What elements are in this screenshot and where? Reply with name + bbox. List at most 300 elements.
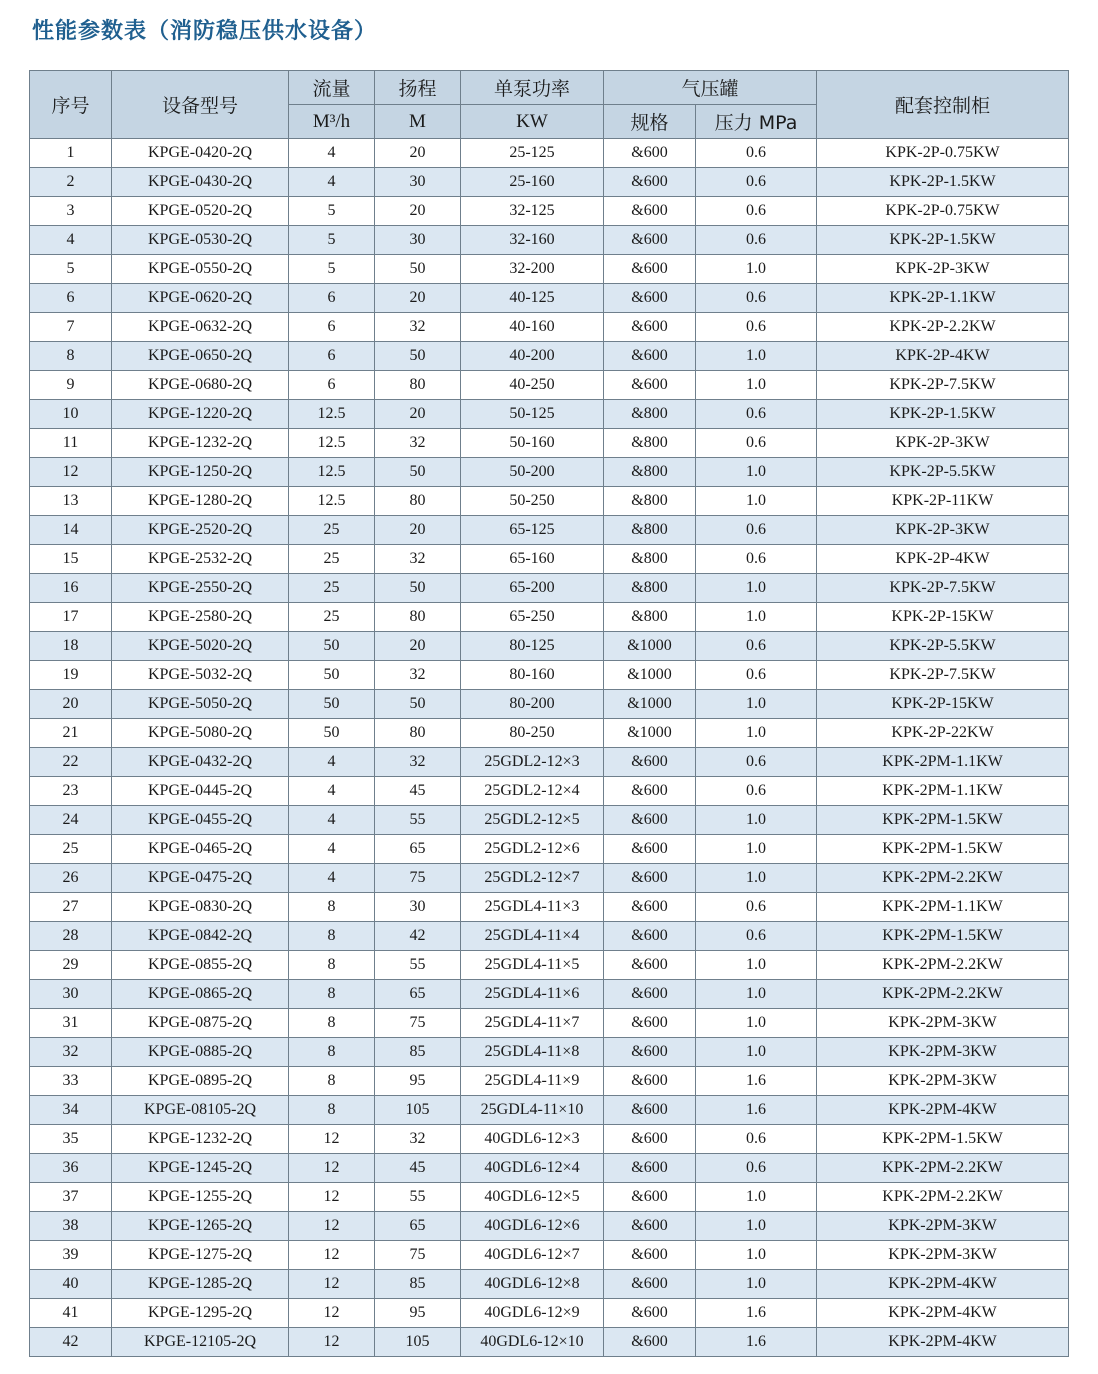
cell-model: KPGE-1255-2Q xyxy=(112,1183,289,1212)
cell-tank-spec: &800 xyxy=(604,574,696,603)
cell-tank-pressure: 0.6 xyxy=(696,516,817,545)
cell-tank-pressure: 0.6 xyxy=(696,139,817,168)
cell-cabinet: KPK-2PM-2.2KW xyxy=(817,951,1069,980)
cell-cabinet: KPK-2P-4KW xyxy=(817,545,1069,574)
cell-flow: 12.5 xyxy=(289,458,375,487)
cell-model: KPGE-0885-2Q xyxy=(112,1038,289,1067)
cell-cabinet: KPK-2PM-2.2KW xyxy=(817,1154,1069,1183)
cell-model: KPGE-1245-2Q xyxy=(112,1154,289,1183)
cell-tank-spec: &600 xyxy=(604,168,696,197)
cell-tank-spec: &600 xyxy=(604,1241,696,1270)
cell-head: 80 xyxy=(375,719,461,748)
cell-flow: 12.5 xyxy=(289,429,375,458)
cell-head: 30 xyxy=(375,168,461,197)
cell-model: KPGE-1275-2Q xyxy=(112,1241,289,1270)
cell-cabinet: KPK-2PM-4KW xyxy=(817,1299,1069,1328)
header-head: 扬程 xyxy=(375,71,461,105)
cell-tank-pressure: 1.0 xyxy=(696,835,817,864)
cell-seq: 9 xyxy=(30,371,112,400)
cell-head: 45 xyxy=(375,1154,461,1183)
cell-seq: 39 xyxy=(30,1241,112,1270)
cell-model: KPGE-1220-2Q xyxy=(112,400,289,429)
cell-seq: 8 xyxy=(30,342,112,371)
table-row xyxy=(30,284,1069,313)
cell-tank-spec: &1000 xyxy=(604,719,696,748)
cell-tank-pressure: 1.0 xyxy=(696,487,817,516)
cell-tank-pressure: 1.0 xyxy=(696,1038,817,1067)
cell-head: 45 xyxy=(375,777,461,806)
cell-model: KPGE-0855-2Q xyxy=(112,951,289,980)
table-row xyxy=(30,951,1069,980)
cell-head: 80 xyxy=(375,603,461,632)
cell-tank-pressure: 0.6 xyxy=(696,922,817,951)
cell-tank-pressure: 1.0 xyxy=(696,951,817,980)
cell-seq: 34 xyxy=(30,1096,112,1125)
cell-cabinet: KPK-2P-5.5KW xyxy=(817,632,1069,661)
cell-tank-pressure: 0.6 xyxy=(696,168,817,197)
cell-power: 40GDL6-12×4 xyxy=(461,1154,604,1183)
cell-power: 40-200 xyxy=(461,342,604,371)
cell-power: 25GDL2-12×5 xyxy=(461,806,604,835)
cell-tank-spec: &600 xyxy=(604,1154,696,1183)
cell-power: 80-160 xyxy=(461,661,604,690)
cell-model: KPGE-0865-2Q xyxy=(112,980,289,1009)
cell-tank-spec: &600 xyxy=(604,864,696,893)
cell-flow: 8 xyxy=(289,1038,375,1067)
header-tank: 气压罐 xyxy=(604,71,817,105)
table-row xyxy=(30,1125,1069,1154)
cell-model: KPGE-2520-2Q xyxy=(112,516,289,545)
cell-model: KPGE-0520-2Q xyxy=(112,197,289,226)
cell-power: 25GDL4-11×9 xyxy=(461,1067,604,1096)
cell-cabinet: KPK-2P-3KW xyxy=(817,429,1069,458)
table-row xyxy=(30,893,1069,922)
cell-cabinet: KPK-2PM-1.5KW xyxy=(817,1125,1069,1154)
cell-cabinet: KPK-2PM-2.2KW xyxy=(817,1183,1069,1212)
cell-cabinet: KPK-2P-5.5KW xyxy=(817,458,1069,487)
cell-model: KPGE-1295-2Q xyxy=(112,1299,289,1328)
cell-tank-spec: &600 xyxy=(604,1270,696,1299)
cell-power: 40GDL6-12×9 xyxy=(461,1299,604,1328)
table-row xyxy=(30,255,1069,284)
cell-tank-pressure: 1.0 xyxy=(696,690,817,719)
cell-seq: 22 xyxy=(30,748,112,777)
cell-power: 80-125 xyxy=(461,632,604,661)
cell-seq: 29 xyxy=(30,951,112,980)
cell-power: 65-200 xyxy=(461,574,604,603)
cell-tank-spec: &600 xyxy=(604,1299,696,1328)
cell-tank-spec: &600 xyxy=(604,922,696,951)
cell-power: 25GDL4-11×7 xyxy=(461,1009,604,1038)
table-header xyxy=(30,71,1069,139)
cell-power: 25GDL2-12×4 xyxy=(461,777,604,806)
cell-head: 20 xyxy=(375,284,461,313)
cell-tank-spec: &800 xyxy=(604,458,696,487)
cell-model: KPGE-0632-2Q xyxy=(112,313,289,342)
cell-tank-pressure: 0.6 xyxy=(696,1154,817,1183)
cell-flow: 12 xyxy=(289,1183,375,1212)
cell-power: 65-160 xyxy=(461,545,604,574)
cell-head: 95 xyxy=(375,1299,461,1328)
cell-model: KPGE-0895-2Q xyxy=(112,1067,289,1096)
cell-head: 50 xyxy=(375,458,461,487)
cell-power: 40-250 xyxy=(461,371,604,400)
cell-tank-spec: &600 xyxy=(604,1038,696,1067)
cell-flow: 4 xyxy=(289,864,375,893)
cell-flow: 12 xyxy=(289,1125,375,1154)
cell-cabinet: KPK-2PM-1.5KW xyxy=(817,922,1069,951)
cell-cabinet: KPK-2PM-3KW xyxy=(817,1212,1069,1241)
cell-model: KPGE-0432-2Q xyxy=(112,748,289,777)
table-row xyxy=(30,1067,1069,1096)
cell-seq: 2 xyxy=(30,168,112,197)
cell-head: 65 xyxy=(375,835,461,864)
cell-head: 20 xyxy=(375,632,461,661)
cell-tank-spec: &800 xyxy=(604,545,696,574)
cell-tank-spec: &600 xyxy=(604,1096,696,1125)
cell-model: KPGE-5032-2Q xyxy=(112,661,289,690)
table-row xyxy=(30,487,1069,516)
cell-seq: 26 xyxy=(30,864,112,893)
cell-cabinet: KPK-2P-15KW xyxy=(817,603,1069,632)
table-row xyxy=(30,661,1069,690)
cell-cabinet: KPK-2P-1.5KW xyxy=(817,168,1069,197)
cell-head: 65 xyxy=(375,980,461,1009)
cell-power: 50-160 xyxy=(461,429,604,458)
page-title: 性能参数表（消防稳压供水设备） xyxy=(32,19,378,44)
cell-head: 32 xyxy=(375,661,461,690)
cell-model: KPGE-2550-2Q xyxy=(112,574,289,603)
cell-tank-spec: &600 xyxy=(604,1183,696,1212)
cell-flow: 50 xyxy=(289,690,375,719)
cell-tank-pressure: 1.0 xyxy=(696,342,817,371)
cell-power: 25GDL4-11×4 xyxy=(461,922,604,951)
cell-seq: 21 xyxy=(30,719,112,748)
cell-head: 80 xyxy=(375,487,461,516)
cell-flow: 8 xyxy=(289,893,375,922)
table-row xyxy=(30,1212,1069,1241)
cell-tank-pressure: 1.6 xyxy=(696,1328,817,1357)
cell-head: 50 xyxy=(375,690,461,719)
cell-flow: 4 xyxy=(289,139,375,168)
performance-table xyxy=(29,70,1069,1357)
cell-cabinet: KPK-2PM-3KW xyxy=(817,1067,1069,1096)
cell-head: 30 xyxy=(375,226,461,255)
cell-tank-pressure: 0.6 xyxy=(696,1125,817,1154)
table-row xyxy=(30,922,1069,951)
cell-tank-pressure: 1.0 xyxy=(696,864,817,893)
cell-seq: 17 xyxy=(30,603,112,632)
cell-model: KPGE-0430-2Q xyxy=(112,168,289,197)
cell-tank-spec: &800 xyxy=(604,603,696,632)
cell-flow: 12 xyxy=(289,1299,375,1328)
cell-cabinet: KPK-2PM-1.1KW xyxy=(817,748,1069,777)
header-flow: 流量 xyxy=(289,71,375,105)
table-row xyxy=(30,516,1069,545)
cell-head: 75 xyxy=(375,1241,461,1270)
cell-cabinet: KPK-2PM-1.1KW xyxy=(817,893,1069,922)
table-row xyxy=(30,1096,1069,1125)
table-row xyxy=(30,458,1069,487)
cell-tank-spec: &800 xyxy=(604,400,696,429)
cell-head: 32 xyxy=(375,1125,461,1154)
cell-tank-pressure: 1.0 xyxy=(696,458,817,487)
cell-tank-spec: &600 xyxy=(604,951,696,980)
cell-tank-pressure: 1.0 xyxy=(696,255,817,284)
cell-model: KPGE-0550-2Q xyxy=(112,255,289,284)
cell-tank-pressure: 0.6 xyxy=(696,632,817,661)
cell-flow: 25 xyxy=(289,545,375,574)
cell-head: 30 xyxy=(375,893,461,922)
table-row xyxy=(30,313,1069,342)
cell-head: 32 xyxy=(375,545,461,574)
cell-head: 85 xyxy=(375,1038,461,1067)
cell-tank-pressure: 0.6 xyxy=(696,545,817,574)
cell-flow: 8 xyxy=(289,951,375,980)
cell-power: 40-125 xyxy=(461,284,604,313)
table-row xyxy=(30,864,1069,893)
cell-flow: 8 xyxy=(289,1096,375,1125)
cell-flow: 12 xyxy=(289,1212,375,1241)
cell-seq: 24 xyxy=(30,806,112,835)
cell-tank-pressure: 1.0 xyxy=(696,1270,817,1299)
cell-flow: 4 xyxy=(289,168,375,197)
cell-model: KPGE-0842-2Q xyxy=(112,922,289,951)
cell-model: KPGE-5050-2Q xyxy=(112,690,289,719)
cell-tank-spec: &1000 xyxy=(604,661,696,690)
cell-flow: 6 xyxy=(289,342,375,371)
cell-model: KPGE-0650-2Q xyxy=(112,342,289,371)
cell-seq: 35 xyxy=(30,1125,112,1154)
cell-tank-pressure: 1.0 xyxy=(696,719,817,748)
cell-flow: 4 xyxy=(289,748,375,777)
cell-seq: 37 xyxy=(30,1183,112,1212)
cell-cabinet: KPK-2P-0.75KW xyxy=(817,139,1069,168)
cell-model: KPGE-08105-2Q xyxy=(112,1096,289,1125)
cell-tank-spec: &600 xyxy=(604,893,696,922)
table-row xyxy=(30,1299,1069,1328)
cell-power: 40GDL6-12×3 xyxy=(461,1125,604,1154)
cell-head: 85 xyxy=(375,1270,461,1299)
cell-cabinet: KPK-2P-4KW xyxy=(817,342,1069,371)
cell-power: 40GDL6-12×7 xyxy=(461,1241,604,1270)
cell-head: 80 xyxy=(375,371,461,400)
header-head-unit: M xyxy=(375,105,461,139)
cell-tank-spec: &800 xyxy=(604,429,696,458)
cell-head: 50 xyxy=(375,574,461,603)
cell-tank-pressure: 0.6 xyxy=(696,661,817,690)
cell-tank-spec: &600 xyxy=(604,197,696,226)
cell-power: 25GDL4-11×6 xyxy=(461,980,604,1009)
table-row xyxy=(30,400,1069,429)
table-row xyxy=(30,545,1069,574)
cell-model: KPGE-2532-2Q xyxy=(112,545,289,574)
cell-flow: 8 xyxy=(289,922,375,951)
cell-seq: 7 xyxy=(30,313,112,342)
cell-cabinet: KPK-2P-0.75KW xyxy=(817,197,1069,226)
cell-cabinet: KPK-2P-11KW xyxy=(817,487,1069,516)
cell-head: 50 xyxy=(375,342,461,371)
cell-model: KPGE-0875-2Q xyxy=(112,1009,289,1038)
cell-flow: 12.5 xyxy=(289,400,375,429)
cell-seq: 13 xyxy=(30,487,112,516)
header-power: 单泵功率 xyxy=(461,71,604,105)
cell-tank-pressure: 1.6 xyxy=(696,1299,817,1328)
cell-power: 32-160 xyxy=(461,226,604,255)
cell-seq: 14 xyxy=(30,516,112,545)
cell-tank-spec: &600 xyxy=(604,226,696,255)
cell-model: KPGE-1280-2Q xyxy=(112,487,289,516)
cell-seq: 27 xyxy=(30,893,112,922)
table-row xyxy=(30,980,1069,1009)
header-cabinet: 配套控制柜 xyxy=(817,71,1069,139)
cell-tank-spec: &600 xyxy=(604,980,696,1009)
cell-tank-pressure: 0.6 xyxy=(696,284,817,313)
cell-tank-spec: &600 xyxy=(604,1125,696,1154)
cell-flow: 25 xyxy=(289,574,375,603)
cell-seq: 3 xyxy=(30,197,112,226)
cell-head: 65 xyxy=(375,1212,461,1241)
cell-tank-pressure: 1.0 xyxy=(696,1183,817,1212)
cell-flow: 12 xyxy=(289,1241,375,1270)
table-row xyxy=(30,226,1069,255)
cell-tank-pressure: 0.6 xyxy=(696,226,817,255)
cell-tank-pressure: 1.6 xyxy=(696,1067,817,1096)
cell-power: 65-125 xyxy=(461,516,604,545)
table-row xyxy=(30,1328,1069,1357)
table-row xyxy=(30,574,1069,603)
table-row xyxy=(30,690,1069,719)
cell-cabinet: KPK-2P-1.1KW xyxy=(817,284,1069,313)
cell-seq: 6 xyxy=(30,284,112,313)
cell-model: KPGE-0445-2Q xyxy=(112,777,289,806)
cell-power: 32-200 xyxy=(461,255,604,284)
cell-flow: 5 xyxy=(289,255,375,284)
cell-head: 32 xyxy=(375,313,461,342)
cell-cabinet: KPK-2P-2.2KW xyxy=(817,313,1069,342)
cell-tank-spec: &600 xyxy=(604,1328,696,1357)
cell-power: 25GDL4-11×3 xyxy=(461,893,604,922)
cell-tank-pressure: 1.0 xyxy=(696,603,817,632)
cell-seq: 10 xyxy=(30,400,112,429)
cell-model: KPGE-1232-2Q xyxy=(112,429,289,458)
cell-model: KPGE-1232-2Q xyxy=(112,1125,289,1154)
header-tank-spec: 规格 xyxy=(604,105,696,139)
cell-tank-pressure: 1.0 xyxy=(696,574,817,603)
cell-tank-pressure: 0.6 xyxy=(696,893,817,922)
cell-flow: 12 xyxy=(289,1328,375,1357)
table-row xyxy=(30,429,1069,458)
cell-seq: 1 xyxy=(30,139,112,168)
cell-flow: 6 xyxy=(289,284,375,313)
cell-flow: 4 xyxy=(289,777,375,806)
cell-seq: 11 xyxy=(30,429,112,458)
cell-head: 20 xyxy=(375,516,461,545)
cell-model: KPGE-1265-2Q xyxy=(112,1212,289,1241)
cell-tank-pressure: 0.6 xyxy=(696,197,817,226)
cell-cabinet: KPK-2PM-4KW xyxy=(817,1270,1069,1299)
cell-power: 25GDL2-12×3 xyxy=(461,748,604,777)
cell-power: 25-160 xyxy=(461,168,604,197)
cell-model: KPGE-0420-2Q xyxy=(112,139,289,168)
cell-flow: 12.5 xyxy=(289,487,375,516)
cell-flow: 50 xyxy=(289,719,375,748)
cell-head: 20 xyxy=(375,400,461,429)
cell-head: 42 xyxy=(375,922,461,951)
table-row xyxy=(30,197,1069,226)
cell-tank-pressure: 1.0 xyxy=(696,980,817,1009)
cell-tank-pressure: 0.6 xyxy=(696,429,817,458)
header-flow-unit: M³/h xyxy=(289,105,375,139)
cell-seq: 19 xyxy=(30,661,112,690)
cell-seq: 15 xyxy=(30,545,112,574)
cell-power: 40GDL6-12×8 xyxy=(461,1270,604,1299)
cell-model: KPGE-0455-2Q xyxy=(112,806,289,835)
cell-flow: 6 xyxy=(289,313,375,342)
cell-tank-pressure: 1.0 xyxy=(696,1009,817,1038)
cell-cabinet: KPK-2PM-1.1KW xyxy=(817,777,1069,806)
cell-power: 25GDL2-12×7 xyxy=(461,864,604,893)
cell-cabinet: KPK-2P-7.5KW xyxy=(817,371,1069,400)
table-row xyxy=(30,806,1069,835)
cell-flow: 4 xyxy=(289,835,375,864)
table-row xyxy=(30,1154,1069,1183)
cell-seq: 30 xyxy=(30,980,112,1009)
cell-power: 65-250 xyxy=(461,603,604,632)
table-row xyxy=(30,371,1069,400)
cell-head: 20 xyxy=(375,139,461,168)
cell-power: 40GDL6-12×10 xyxy=(461,1328,604,1357)
cell-head: 50 xyxy=(375,255,461,284)
table-row xyxy=(30,777,1069,806)
cell-tank-spec: &600 xyxy=(604,255,696,284)
cell-seq: 33 xyxy=(30,1067,112,1096)
table-row xyxy=(30,168,1069,197)
cell-flow: 8 xyxy=(289,1067,375,1096)
cell-flow: 8 xyxy=(289,1009,375,1038)
cell-head: 55 xyxy=(375,951,461,980)
cell-cabinet: KPK-2PM-1.5KW xyxy=(817,835,1069,864)
cell-head: 20 xyxy=(375,197,461,226)
cell-head: 95 xyxy=(375,1067,461,1096)
cell-flow: 25 xyxy=(289,603,375,632)
cell-seq: 25 xyxy=(30,835,112,864)
cell-tank-pressure: 1.0 xyxy=(696,1212,817,1241)
cell-tank-pressure: 0.6 xyxy=(696,777,817,806)
cell-power: 50-250 xyxy=(461,487,604,516)
cell-cabinet: KPK-2PM-4KW xyxy=(817,1328,1069,1357)
table-row xyxy=(30,1241,1069,1270)
cell-model: KPGE-1285-2Q xyxy=(112,1270,289,1299)
cell-seq: 5 xyxy=(30,255,112,284)
cell-tank-spec: &800 xyxy=(604,487,696,516)
cell-model: KPGE-1250-2Q xyxy=(112,458,289,487)
cell-seq: 31 xyxy=(30,1009,112,1038)
cell-tank-pressure: 1.0 xyxy=(696,371,817,400)
cell-flow: 6 xyxy=(289,371,375,400)
cell-cabinet: KPK-2P-22KW xyxy=(817,719,1069,748)
cell-seq: 40 xyxy=(30,1270,112,1299)
table-row xyxy=(30,1038,1069,1067)
cell-seq: 41 xyxy=(30,1299,112,1328)
cell-tank-spec: &1000 xyxy=(604,632,696,661)
cell-tank-spec: &800 xyxy=(604,516,696,545)
cell-flow: 25 xyxy=(289,516,375,545)
cell-tank-spec: &600 xyxy=(604,371,696,400)
cell-cabinet: KPK-2P-7.5KW xyxy=(817,661,1069,690)
cell-seq: 20 xyxy=(30,690,112,719)
cell-flow: 50 xyxy=(289,661,375,690)
